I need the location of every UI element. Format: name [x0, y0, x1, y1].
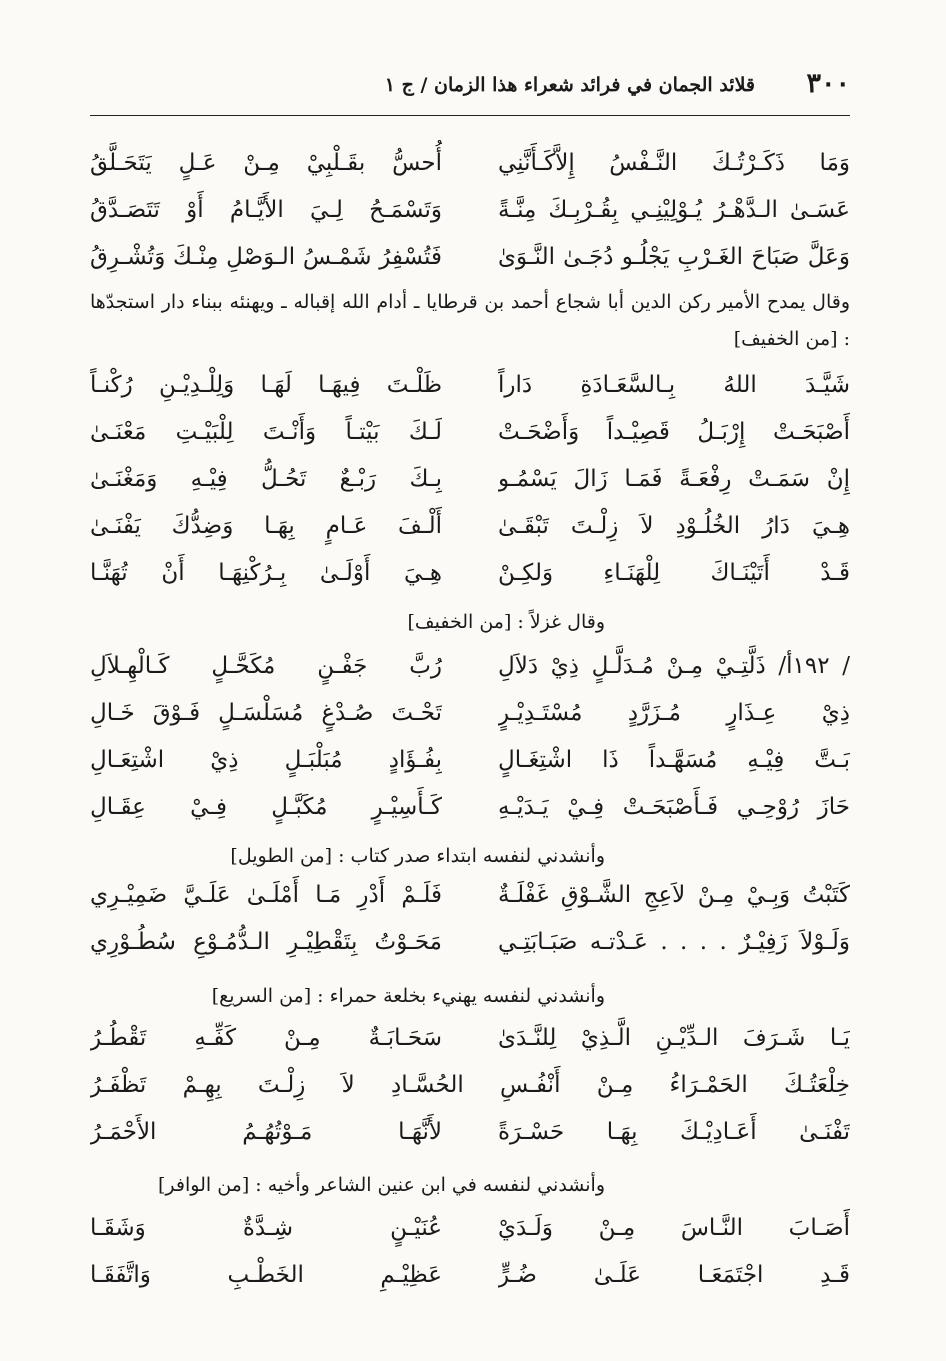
poem-block	[90, 1015, 850, 1156]
page-number: ٣٠٠	[806, 68, 850, 99]
verse	[90, 140, 850, 187]
first-hemistich: تَفْنَـىٰ أَعَـادِيْـكَ بِهَـا حَسْـرَةً	[498, 1119, 850, 1145]
first-hemistich: شَيَّـدَ اللهُ بِـالسَّعَـادَةِ دَاراً	[498, 372, 850, 398]
poem-block	[90, 643, 850, 831]
first-hemistich: كَتَبْتُ وَبِـيْ مِـنْ لاَعِجِ الشَّـوْقِ غَفْلَـةٌ	[498, 882, 850, 908]
second-hemistich: سَحَـابَـةٌ مِـنْ كَفِّـهِ تَقْطُـرُ	[90, 1025, 442, 1051]
first-hemistich: أَصَـابَ النَّـاسَ مِـنْ وَلَـدَيْ	[498, 1215, 850, 1241]
poem-block	[90, 140, 850, 281]
second-hemistich: فَتُسْفِرُ شَمْـسُ الـوَصْلِ مِنْـكَ وَتُشْـرِقُ	[90, 244, 442, 270]
second-hemistich: رُبَّ جَفْـنٍ مُكَحَّـلٍ كَـالْهِـلاَلِ	[90, 653, 442, 679]
verse	[90, 1252, 850, 1299]
verse	[90, 784, 850, 831]
second-hemistich: لأَنَّهَـا مَـوْتُهُـمُ الأَحْمَـرُ	[90, 1119, 442, 1145]
second-hemistich: فَلَـمْ أَدْرِ مَـا أَمْلَـىٰ عَلَـيَّ ضَمِيْـرِي	[90, 882, 442, 908]
intro-line: وأنشدني لنفسه ابتداء صدر كتاب : [من الطويل]	[230, 845, 605, 867]
verse	[90, 234, 850, 281]
header-rule	[90, 115, 850, 116]
full-width-verse: خِلْعَتُـكَ الحَمْـرَاءُ مِـنْ أَنْفُـسِ الحُسَّـادِ لاَ زِلْـتَ بِهِـمْ تَظْفَـرُ	[90, 1072, 850, 1098]
first-hemistich: يَـا شَـرَفَ الـدِّيْـنِ الَّـذِيْ لِلنَّـدَىٰ	[498, 1025, 850, 1051]
second-hemistich: أُحسُّ بقَـلْبِيْ مِـنْ عَـلٍ يَتَحَـلَّقُ	[90, 150, 442, 176]
first-hemistich: قَـدِ اجْتَمَعَـا عَلَـىٰ ضُـرٍّ	[498, 1262, 850, 1288]
verse	[90, 1062, 850, 1109]
second-hemistich: ظَلْـتَ فِيهَـا لَهَـا وَلِلْـدِيْـنِ رُكْنـاً	[90, 372, 442, 398]
verse	[90, 409, 850, 456]
second-hemistich: بِفُـؤَادٍ مُبَلْبَـلٍ ذِيْ اشْتِعَـالِ	[90, 747, 442, 773]
poem-block	[90, 872, 850, 966]
first-hemistich: حَازَ رُوْحِـي فَـأَصْبَحَـتْ فِـيْ يَـدَيْـهِ	[498, 794, 850, 820]
verse	[90, 456, 850, 503]
verse	[90, 1015, 850, 1062]
intro-line: وأنشدني لنفسه يهنيء بخلعة حمراء : [من السريع]	[211, 985, 605, 1007]
intro-line: وأنشدني لنفسه في ابن عنين الشاعر وأخيه : [من الوافر]	[158, 1174, 605, 1196]
first-hemistich: ذِيْ عِـذَارٍ مُـزَرَّدٍ مُسْتَـدِيْـرٍ	[498, 700, 850, 726]
first-hemistich: وَعَلَّ صَبَاحَ الغَـرْبِ يَجْلُـو دُجَـىٰ النَّـوَىٰ	[498, 244, 850, 270]
first-hemistich: قَـدْ أَتَيْنَـاكَ لِلْهَنَـاءِ وَلكِـنْ	[498, 560, 850, 586]
second-hemistich: عُنَيْـنٍ شِـدَّةٌ وَشَقَـا	[90, 1215, 442, 1241]
verse	[90, 872, 850, 919]
first-hemistich: عَسَـىٰ الـدَّهْـرُ يُـوْلِيْنِـي بِقُـرْبِـكَ مِنَّـةً	[498, 197, 850, 223]
book-page	[90, 60, 850, 1330]
verse	[90, 362, 850, 409]
second-hemistich: لَـكَ بَيْتـاً وَأَنْـتَ لِلْبَيْـتِ مَعْنَـىٰ	[90, 419, 442, 445]
verse	[90, 737, 850, 784]
second-hemistich: وَتَسْمَـحُ لِـيَ الأَيَّـامُ أَوْ تَتَصَـدَّقُ	[90, 197, 442, 223]
poem-block	[90, 362, 850, 597]
first-hemistich: / ١٩٢أ/ ذَلَّتِـيْ مِـنْ مُـدَلَّـلٍ ذِيْ دَلاَلِ	[498, 653, 850, 679]
first-hemistich: وَمَا ذَكَـرْتُـكَ النَّـفْسُ إِلاَّكَـأَنَّنِي	[498, 150, 850, 176]
first-hemistich: أَصْبَحَـتْ إِرْبَـلُ قَصِيْـداً وَأَضْحَـتْ	[498, 419, 850, 445]
intro-paragraph: وقال يمدح الأمير ركن الدين أبا شجاع أحمد بن قرطايا ـ أدام الله إقباله ـ ويهنئه ببناء دار استجدّها : [من الخفيف]	[90, 291, 850, 350]
running-title: قلائد الجمان في فرائد شعراء هذا الزمان / ج ١	[384, 74, 755, 96]
second-hemistich: كَـأَسِيْـرٍ مُكَبَّـلٍ فِـيْ عِقَـالِ	[90, 794, 442, 820]
verse	[90, 187, 850, 234]
second-hemistich: هِـيَ أَوْلَـىٰ بِـرُكْنِهَـا أَنْ تُهَنَّـا	[90, 560, 442, 586]
poem-block	[90, 1205, 850, 1299]
page-header	[90, 68, 850, 108]
first-hemistich: هِـيَ دَارُ الخُلُـوْدِ لاَ زِلْـتَ تَبْقَـىٰ	[498, 513, 850, 539]
first-hemistich: بَـتَّ فِيْـهِ مُسَهَّـداً ذَا اشْتِغَـالٍ	[498, 747, 850, 773]
second-hemistich: بِـكَ رَبْـعٌ تَحُـلُّ فِيْـهِ وَمَغْنَـىٰ	[90, 466, 442, 492]
verse	[90, 690, 850, 737]
second-hemistich: أَلْـفَ عَـامٍ بِهَـا وَضِدُّكَ يَفْنَـىٰ	[90, 513, 442, 539]
first-hemistich: إِنْ سَمَـتْ رِفْعَـةً فَمَـا زَالَ يَسْمُـو	[498, 466, 850, 492]
verse	[90, 550, 850, 597]
verse	[90, 503, 850, 550]
verse	[90, 1205, 850, 1252]
verse	[90, 919, 850, 966]
verse	[90, 643, 850, 690]
second-hemistich: مَحَـوْتُ بِتَقْطِيْـرِ الـدُّمُـوْعِ سُطُـوْرِي	[90, 929, 442, 955]
first-hemistich: وَلَـوْلاَ زَفِيْـرٌ . . . . عَـدْتـه صَبَـابَتِـي	[498, 929, 850, 955]
second-hemistich: عَظِيْـمِ الخَطْـبِ وَاتَّفَقَـا	[90, 1262, 442, 1288]
intro-line: وقال غزلاً : [من الخفيف]	[407, 611, 605, 633]
verse	[90, 1109, 850, 1156]
second-hemistich: تَحْـتَ صُـدْغٍ مُسَلْسَـلٍ فَـوْقَ خَـالِ	[90, 700, 442, 726]
